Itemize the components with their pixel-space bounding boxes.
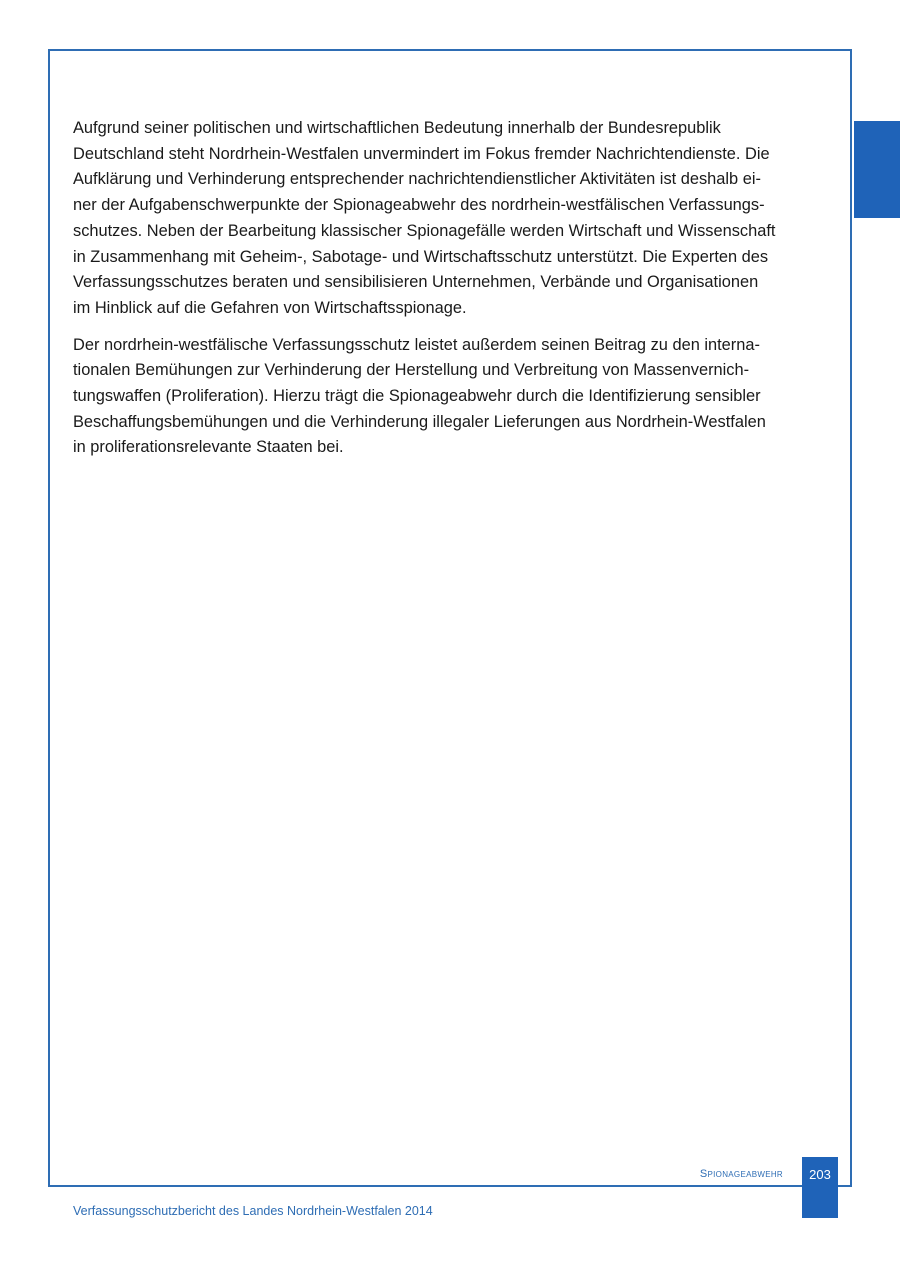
running-section-label: Spionageabwehr <box>699 1168 783 1180</box>
main-body-text <box>73 116 813 472</box>
page-number: 203 <box>809 1167 831 1182</box>
chapter-side-tab <box>854 121 900 218</box>
paragraph-2: Der nordrhein-westfälische Verfassungsschutz leistet außerdem seinen Beitrag zu den interna- tionalen Bemühungen zur Verhinderung der Herstellung und Verbreitung von Massenvernich- tungswaffen (Proliferation). Hierzu trägt die Spionageabwehr durch die Identifizierung sensibler Beschaffungsbemühungen und die Verhinderung illegaler Lieferungen aus Nordrhein-Westfalen in proliferationsrelevante Staaten bei. <box>73 335 766 457</box>
paragraph-1: Aufgrund seiner politischen und wirtschaftlichen Bedeutung innerhalb der Bundesrepublik Deutschland steht Nordrhein-Westfalen unvermindert im Fokus fremder Nachrichtendienste. Die Aufklärung und Verhinderung entsprechender nachrichtendienstlicher Aktivitäten ist deshalb ei- ner der Aufgabenschwerpunkte der Spionageabwehr des nordrhein-westfälischen Verfassungs- schutzes. Neben der Bearbeitung klassischer Spionagefälle werden Wirtschaft und Wissenschaft in Zusammenhang mit Geheim-, Sabotage- und Wirtschaftsschutz unterstützt. Die Experten des Verfassungsschutzes beraten und sensibilisieren Unternehmen, Verbände und Organisationen im Hinblick auf die Gefahren von Wirtschaftsspionage. <box>73 119 776 317</box>
footer-publication-title: Verfassungsschutzbericht des Landes Nordrhein-Westfalen 2014 <box>73 1204 433 1218</box>
